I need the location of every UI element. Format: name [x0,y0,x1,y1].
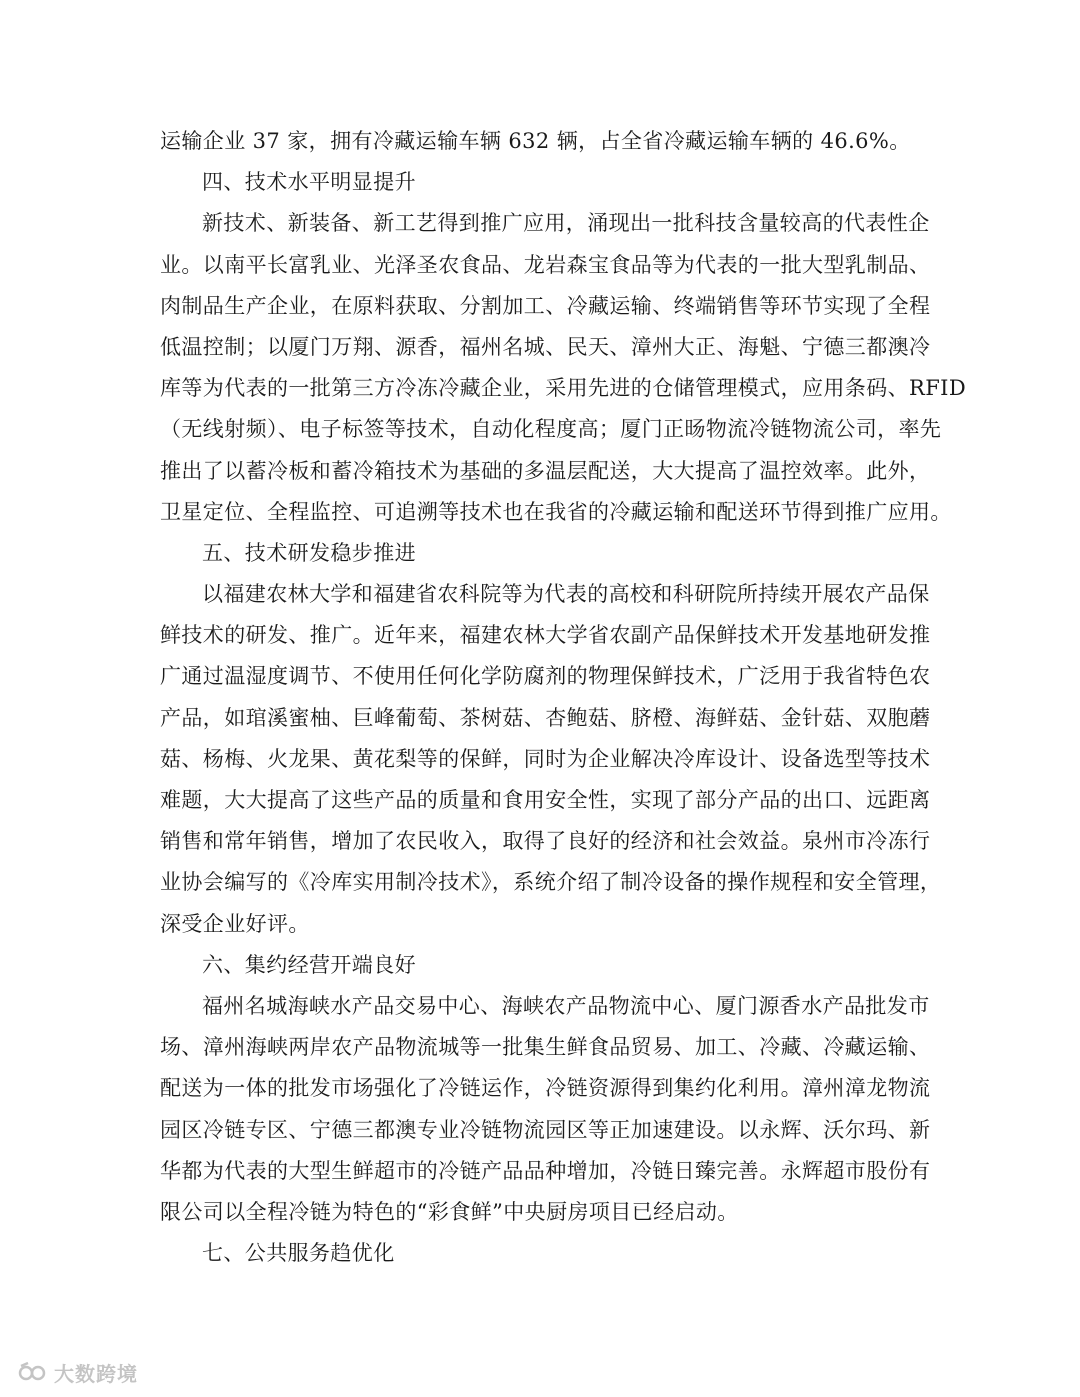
text-line: 业。以南平长富乳业、光泽圣农食品、龙岩森宝食品等为代表的一批大型乳制品、 [160,252,931,277]
text-line: 肉制品生产企业，在原料获取、分割加工、冷藏运输、终端销售等环节实现了全程 [160,293,931,318]
text-line: 库等为代表的一批第三方冷冻冷藏企业，采用先进的仓储管理模式，应用条码、RFID [160,376,967,401]
text-line: 菇、杨梅、火龙果、黄花梨等的保鲜，同时为企业解决冷库设计、设备选型等技术 [160,746,931,771]
document-body [160,121,967,1274]
text-line: 场、漳州海峡两岸农产品物流城等一批集生鲜食品贸易、加工、冷藏、冷藏运输、 [160,1035,931,1060]
text-line: 卫星定位、全程监控、可追溯等技术也在我省的冷藏运输和配送环节得到推广应用。 [160,499,952,524]
text-line: 低温控制；以厦门万翔、源香，福州名城、民天、漳州大正、海魁、宁德三都澳冷 [160,334,931,359]
section-heading: 七、公共服务趋优化 [202,1241,395,1266]
section-heading: 五、技术研发稳步推进 [202,540,416,565]
text-line: 运输企业 37 家，拥有冷藏运输车辆 632 辆，占全省冷藏运输车辆的 46.6%。 [160,129,911,153]
text-line: 华都为代表的大型生鲜超市的冷链产品品种增加，冷链日臻完善。永辉超市股份有 [160,1158,931,1183]
text-line: 难题，大大提高了这些产品的质量和食用安全性，实现了部分产品的出口、远距离 [160,788,931,812]
section-heading: 六、集约经营开端良好 [202,952,416,977]
watermark [18,1358,138,1387]
text-line: （无线射频）、电子标签等技术，自动化程度高；厦门正旸物流冷链物流公司，率先 [160,417,942,442]
text-line: 以福建农林大学和福建省农科院等为代表的高校和科研院所持续开展农产品保 [202,582,930,607]
text-line: 销售和常年销售，增加了农民收入，取得了良好的经济和社会效益。泉州市冷冻行 [160,829,931,854]
text-line: 鲜技术的研发、推广。近年来，福建农林大学省农副产品保鲜技术开发基地研发推 [160,623,931,648]
text-line: 深受企业好评。 [160,911,310,936]
text-line: 园区冷链专区、宁德三都澳专业冷链物流园区等正加速建设。以永辉、沃尔玛、新 [160,1117,931,1142]
text-line: 福州名城海峡水产品交易中心、海峡农产品物流中心、厦门源香水产品批发市 [202,993,930,1018]
text-line: 业协会编写的《冷库实用制冷技术》，系统介绍了制冷设备的操作规程和安全管理， [160,870,942,895]
text-line: 广通过温湿度调节、不使用任何化学防腐剂的物理保鲜技术，广泛用于我省特色农 [160,664,931,689]
watermark-text: 大数跨境 [54,1362,138,1386]
text-line: 新技术、新装备、新工艺得到推广应用，涌现出一批科技含量较高的代表性企 [202,211,930,236]
brand-logo-icon [18,1361,48,1385]
text-line: 推出了以蓄冷板和蓄冷箱技术为基础的多温层配送，大大提高了温控效率。此外， [160,458,931,483]
section-heading: 四、技术水平明显提升 [202,170,416,195]
text-line: 限公司以全程冷链为特色的“彩食鲜”中央厨房项目已经启动。 [160,1199,739,1224]
text-line: 产品，如琯溪蜜柚、巨峰葡萄、茶树菇、杏鲍菇、脐橙、海鲜菇、金针菇、双胞蘑 [160,705,931,730]
text-line: 配送为一体的批发市场强化了冷链运作，冷链资源得到集约化利用。漳州漳龙物流 [160,1076,931,1101]
